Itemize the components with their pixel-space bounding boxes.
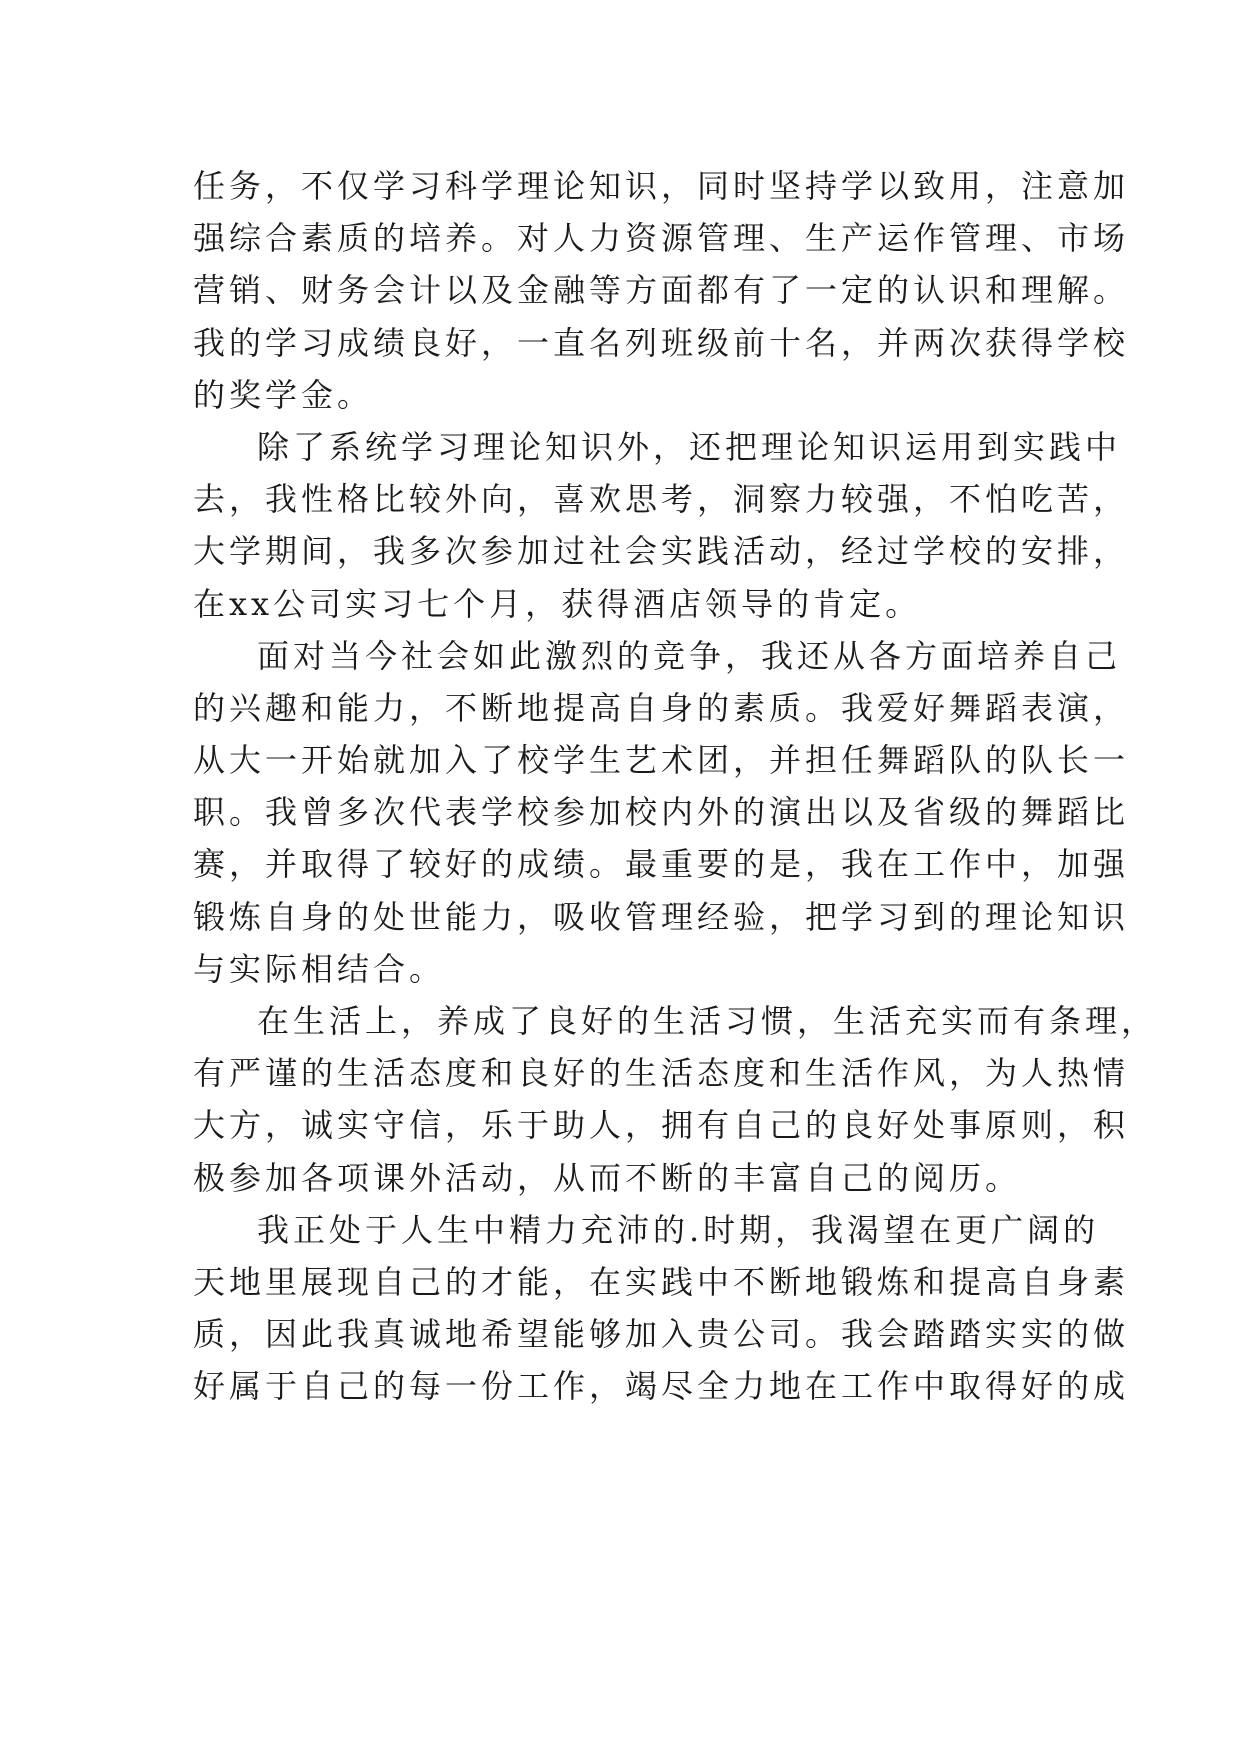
text-line: 天地里展现自己的才能，在实践中不断地锻炼和提高自身素 — [193, 1262, 1130, 1301]
text-line: 的奖学金。 — [193, 375, 374, 414]
text-line: 面对当今社会如此激烈的竞争，我还从各方面培养自己 — [257, 636, 1122, 675]
text-line: 从大一开始就加入了校学生艺术团，并担任舞蹈队的队长一 — [193, 741, 1130, 780]
text-line: 除了系统学习理论知识外，还把理论知识运用到实践中 — [257, 427, 1122, 466]
text-line: 在xx公司实习七个月，获得酒店领导的肯定。 — [193, 584, 922, 623]
paragraph-2 — [193, 421, 1130, 630]
paragraph-3 — [193, 630, 1130, 995]
text-line: 在生活上，养成了良好的生活习惯，生活充实而有条理， — [257, 1002, 1158, 1040]
text-line: 去，我性格比较外向，喜欢思考，洞察力较强，不怕吃苦， — [193, 480, 1130, 519]
text-line: 的兴趣和能力，不断地提高自身的素质。我爱好舞蹈表演， — [193, 688, 1130, 727]
text-line: 我的学习成绩良好，一直名列班级前十名，并两次获得学校 — [193, 323, 1130, 362]
text-line: 营销、财务会计以及金融等方面都有了一定的认识和理解。 — [193, 271, 1130, 310]
text-line: 有严谨的生活态度和良好的生活态度和生活作风，为人热情 — [193, 1054, 1130, 1093]
text-line: 大学期间，我多次参加过社会实践活动，经过学校的安排， — [193, 532, 1130, 571]
text-line: 任务，不仅学习科学理论知识，同时坚持学以致用，注意加 — [193, 167, 1130, 205]
text-line: 职。我曾多次代表学校参加校内外的演出以及省级的舞蹈比 — [193, 793, 1130, 832]
paragraph-4 — [193, 995, 1158, 1204]
paragraph-1 — [193, 160, 1130, 421]
text-line: 赛，并取得了较好的成绩。最重要的是，我在工作中，加强 — [193, 845, 1130, 884]
text-line: 与实际相结合。 — [193, 949, 446, 988]
text-line: 质，因此我真诚地希望能够加入贵公司。我会踏踏实实的做 — [193, 1315, 1130, 1354]
document-body — [193, 160, 1158, 1413]
paragraph-5 — [193, 1204, 1130, 1413]
text-line: 大方，诚实守信，乐于助人，拥有自己的良好处事原则，积 — [193, 1106, 1130, 1145]
text-line: 强综合素质的培养。对人力资源管理、生产运作管理、市场 — [193, 219, 1130, 258]
text-line: 锻炼自身的处世能力，吸收管理经验，把学习到的理论知识 — [193, 897, 1130, 936]
text-line: 极参加各项课外活动，从而不断的丰富自己的阅历。 — [193, 1158, 1022, 1197]
text-line: 我正处于人生中精力充沛的.时期，我渴望在更广阔的 — [257, 1210, 1100, 1249]
text-line: 好属于自己的每一份工作，竭尽全力地在工作中取得好的成 — [193, 1367, 1130, 1406]
